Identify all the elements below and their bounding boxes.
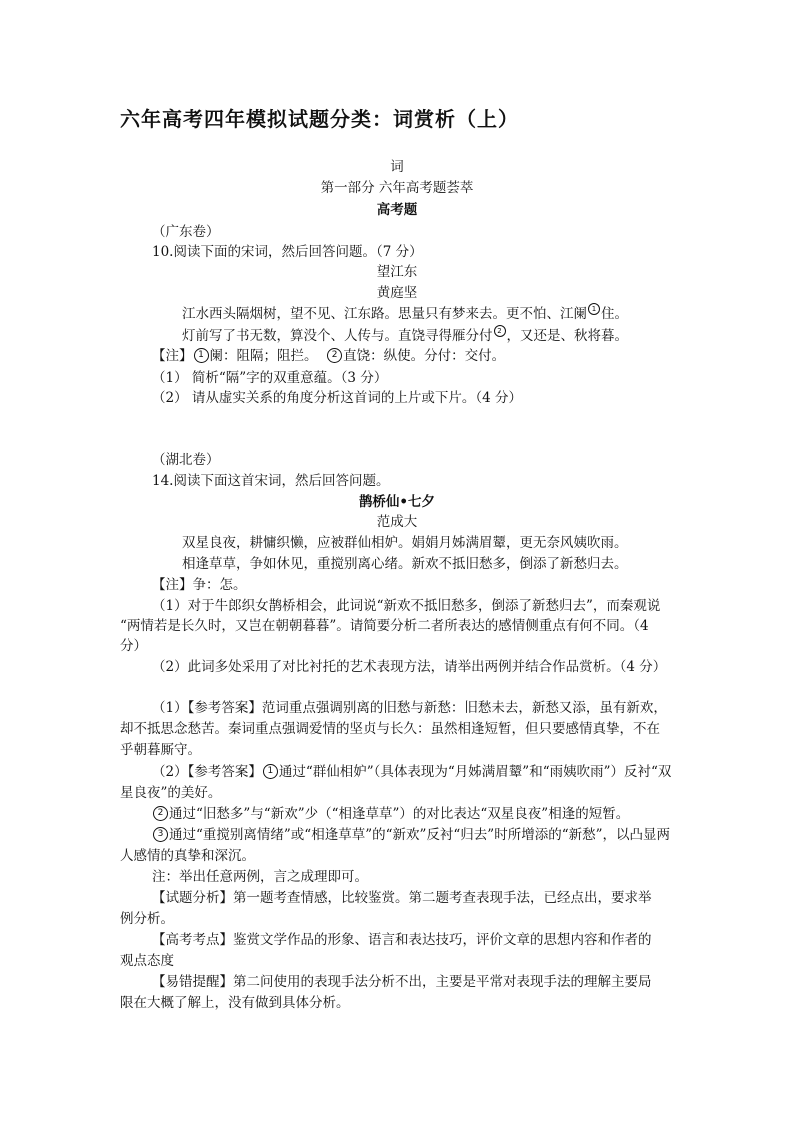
q14-source: （湖北卷） bbox=[152, 452, 220, 468]
answer-1-line-1: （1）【参考答案】范词重点强调别离的旧愁与新愁：旧愁未去，新愁又添，虽有新欢， bbox=[152, 700, 667, 716]
exam-point-line-1: 【高考考点】鉴赏文学作品的形象、语言和表达技巧，评价文章的思想内容和作者的 bbox=[152, 932, 652, 948]
answer-2-point-3-line bbox=[152, 825, 670, 845]
q14-note: 【注】争：怎。 bbox=[152, 577, 247, 593]
q10-line1-text: 江水西头隔烟树，望不见、江东路。思量只有梦来去。更不怕、江阑 bbox=[182, 306, 587, 322]
q14-sub-question-2: （2）此词多处采用了对比衬托的艺术表现方法，请举出两例并结合作品赏析。（4 分） bbox=[152, 659, 667, 675]
q14-sub1-line-2: “两情若是长久时，又岂在朝朝暮暮”。请简要分析二者所表达的感情侧重点有何不同。（4 bbox=[120, 618, 649, 634]
exam-point-line-2: 观点态度 bbox=[120, 953, 174, 969]
answer-2-point-2: 通过“旧愁多”与“新欢”少（“相逢草草”）的对比表达“双星良夜”相逢的短暂。 bbox=[169, 806, 630, 822]
document-title: 六年高考四年模拟试题分类：词赏析（上） bbox=[120, 107, 519, 131]
q10-notes bbox=[152, 346, 505, 366]
note-marker-2: 2 bbox=[327, 348, 342, 363]
analysis-line-2: 例分析。 bbox=[120, 911, 174, 927]
answer-2-line-2: 星良夜”的美好。 bbox=[120, 785, 222, 801]
q10-poem-line-1 bbox=[182, 303, 628, 324]
q10-author: 黄庭坚 bbox=[376, 285, 418, 301]
footnote-marker-1: 1 bbox=[588, 303, 600, 315]
q10-line1-end: 住。 bbox=[601, 306, 628, 322]
q10-poem-line-2 bbox=[182, 325, 628, 346]
note-1: 阑：阻隔；阻拦。 bbox=[209, 348, 318, 364]
error-tip-line-1: 【易错提醒】第二问使用的表现手法分析不出，主要是平常对表现手法的理解主要局 bbox=[152, 974, 652, 990]
analysis-line-1: 【试题分析】第一题考查情感，比较鉴赏。第二题考查表现手法，已经点出，要求举 bbox=[152, 890, 652, 906]
note-label: 【注】 bbox=[152, 348, 193, 364]
q10-source: （广东卷） bbox=[152, 224, 220, 240]
q10-poem-title: 望江东 bbox=[376, 264, 418, 280]
q10-prompt: 10.阅读下面的宋词，然后回答问题。（7 分） bbox=[152, 244, 423, 260]
q14-author: 范成大 bbox=[376, 514, 418, 530]
answer-2-prefix: （2）【参考答案】 bbox=[152, 764, 262, 780]
answer-marker-1: 1 bbox=[263, 764, 278, 779]
subpart-heading: 高考题 bbox=[376, 202, 418, 218]
q10-line2-end: ，又还是、秋将暮。 bbox=[506, 328, 628, 344]
answer-2-point-3: 通过“重搅别离情绪”或“相逢草草”的“新欢”反衬“归去”时所增添的“新愁”，以凸显两 bbox=[169, 827, 671, 843]
answer-marker-3: 3 bbox=[153, 827, 168, 842]
answer-2-point-3-cont: 人感情的真挚和深沉。 bbox=[120, 848, 255, 864]
answer-1-line-3: 乎朝暮厮守。 bbox=[120, 742, 201, 758]
q10-line2-text: 灯前写了书无数，算没个、人传与。直饶寻得雁分付 bbox=[182, 328, 493, 344]
q10-sub-question-1: （1） 简析“隔”字的双重意蕴。（3 分） bbox=[152, 370, 388, 386]
q14-sub1-line-1: （1）对于牛郎织女鹊桥相会，此词说“新欢不抵旧愁多，倒添了新愁归去”，而秦观说 bbox=[152, 598, 661, 614]
part-heading: 第一部分 六年高考题荟萃 bbox=[320, 180, 474, 196]
note-2: 直饶：纵使。分付：交付。 bbox=[343, 348, 506, 364]
q14-poem-line-2: 相逢草草，争如休见，重搅别离心绪。新欢不抵旧愁多，倒添了新愁归去。 bbox=[182, 556, 628, 572]
answer-note: 注：举出任意两例，言之成理即可。 bbox=[152, 869, 368, 885]
q14-poem-line-1: 双星良夜，耕慵织懒，应被群仙相妒。娟娟月姊满眉颦，更无奈风姨吹雨。 bbox=[182, 535, 628, 551]
section-heading: 词 bbox=[390, 159, 404, 175]
answer-2-line-1 bbox=[152, 762, 671, 782]
answer-2-point-2-line bbox=[152, 804, 629, 824]
answer-marker-2: 2 bbox=[153, 806, 168, 821]
note-marker-1: 1 bbox=[194, 348, 209, 363]
answer-1-line-2: 却不抵思念愁苦。秦词重点强调爱情的坚贞与长久：虽然相逢短暂，但只要感情真挚，不在 bbox=[120, 721, 660, 737]
error-tip-line-2: 限在大概了解上，没有做到具体分析。 bbox=[120, 995, 350, 1011]
answer-2-point-1: 通过“群仙相妒”（具体表现为“月姊满眉颦”和“雨姨吹雨”）反衬“双 bbox=[278, 764, 672, 780]
q10-sub-question-2: （2） 请从虚实关系的角度分析这首词的上片或下片。（4 分） bbox=[152, 390, 523, 406]
q14-poem-title: 鹊桥仙•七夕 bbox=[358, 494, 436, 510]
q14-sub1-line-3: 分） bbox=[120, 638, 147, 654]
q14-prompt: 14.阅读下面这首宋词，然后回答问题。 bbox=[152, 473, 390, 489]
footnote-marker-2: 2 bbox=[494, 325, 506, 337]
